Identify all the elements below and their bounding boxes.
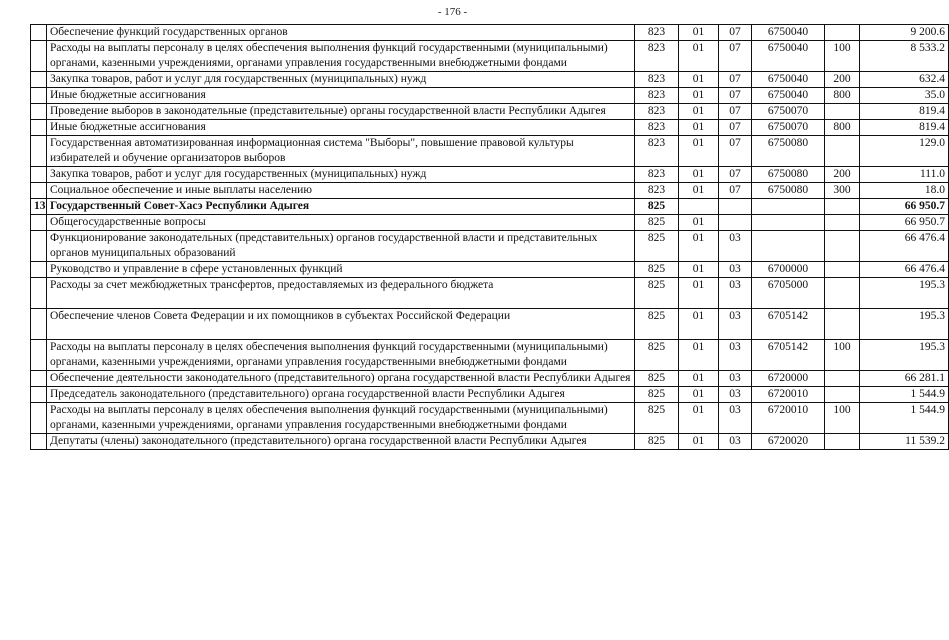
subsection-code (719, 199, 752, 215)
row-name: Иные бюджетные ассигнования (47, 88, 635, 104)
expense-type-code: 800 (825, 88, 860, 104)
amount: 819.4 (860, 120, 949, 136)
target-article-code: 6750040 (752, 41, 825, 72)
row-number (31, 72, 47, 88)
subsection-code: 07 (719, 88, 752, 104)
subsection-code: 03 (719, 309, 752, 340)
grbs-code: 825 (635, 434, 679, 450)
amount: 195.3 (860, 309, 949, 340)
section-code: 01 (679, 167, 719, 183)
expense-type-code (825, 278, 860, 309)
table-row (31, 434, 949, 450)
expense-type-code (825, 199, 860, 215)
row-name: Расходы на выплаты персоналу в целях обеспечения выполнения функций государственными (муниципальными) органами, казенными учреждениями, органами управления государственными внебюджетными фондами (47, 340, 635, 371)
section-code: 01 (679, 371, 719, 387)
section-code: 01 (679, 278, 719, 309)
table-row (31, 309, 949, 340)
target-article-code: 6750070 (752, 104, 825, 120)
row-number (31, 183, 47, 199)
row-number (31, 231, 47, 262)
expense-type-code (825, 371, 860, 387)
target-article-code (752, 215, 825, 231)
table-row (31, 136, 949, 167)
grbs-code: 823 (635, 25, 679, 41)
row-number (31, 215, 47, 231)
expense-type-code (825, 25, 860, 41)
table-row (31, 104, 949, 120)
row-name: Расходы на выплаты персоналу в целях обеспечения выполнения функций государственными (муниципальными) органами, казенными учреждениями, органами управления государственными внебюджетными фондами (47, 403, 635, 434)
row-name: Депутаты (члены) законодательного (представительного) органа государственной власти Республики Адыгея (47, 434, 635, 450)
section-code: 01 (679, 403, 719, 434)
row-name: Общегосударственные вопросы (47, 215, 635, 231)
section-code: 01 (679, 104, 719, 120)
table-row (31, 41, 949, 72)
section-code: 01 (679, 387, 719, 403)
row-number (31, 309, 47, 340)
amount: 1 544.9 (860, 403, 949, 434)
row-number (31, 278, 47, 309)
table-row (31, 387, 949, 403)
row-number (31, 340, 47, 371)
expense-type-code: 800 (825, 120, 860, 136)
expense-type-code (825, 309, 860, 340)
expense-type-code: 100 (825, 403, 860, 434)
section-code: 01 (679, 434, 719, 450)
target-article-code: 6720000 (752, 371, 825, 387)
subsection-code: 07 (719, 136, 752, 167)
subsection-code: 07 (719, 120, 752, 136)
target-article-code (752, 231, 825, 262)
target-article-code: 6705142 (752, 340, 825, 371)
subsection-code: 03 (719, 387, 752, 403)
row-name: Проведение выборов в законодательные (представительные) органы государственной власти Республики Адыгея (47, 104, 635, 120)
section-code: 01 (679, 262, 719, 278)
grbs-code: 825 (635, 199, 679, 215)
subsection-code: 03 (719, 434, 752, 450)
grbs-code: 825 (635, 262, 679, 278)
row-name: Функционирование законодательных (представительных) органов государственной власти и представительных органов муниципальных образований (47, 231, 635, 262)
expense-type-code: 200 (825, 72, 860, 88)
amount: 66 476.4 (860, 262, 949, 278)
target-article-code: 6750040 (752, 88, 825, 104)
target-article-code: 6700000 (752, 262, 825, 278)
grbs-code: 825 (635, 340, 679, 371)
row-number (31, 41, 47, 72)
target-article-code: 6720020 (752, 434, 825, 450)
section-code: 01 (679, 25, 719, 41)
target-article-code: 6750080 (752, 183, 825, 199)
subsection-code: 03 (719, 231, 752, 262)
row-name: Государственная автоматизированная информационная система "Выборы", повышение правовой культуры избирателей и обучение организаторов выборов (47, 136, 635, 167)
amount: 8 533.2 (860, 41, 949, 72)
row-number (31, 434, 47, 450)
budget-table (30, 24, 949, 450)
target-article-code: 6750040 (752, 25, 825, 41)
table-row (31, 25, 949, 41)
expense-type-code (825, 387, 860, 403)
grbs-code: 825 (635, 387, 679, 403)
table-row (31, 215, 949, 231)
subsection-code: 07 (719, 25, 752, 41)
target-article-code: 6750040 (752, 72, 825, 88)
table-row (31, 120, 949, 136)
expense-type-code (825, 262, 860, 278)
table-row (31, 262, 949, 278)
section-code: 01 (679, 136, 719, 167)
grbs-code: 825 (635, 231, 679, 262)
expense-type-code: 100 (825, 41, 860, 72)
target-article-code: 6720010 (752, 387, 825, 403)
row-number: 13 (31, 199, 47, 215)
grbs-code: 823 (635, 104, 679, 120)
subsection-code: 03 (719, 371, 752, 387)
row-name: Социальное обеспечение и иные выплаты населению (47, 183, 635, 199)
subsection-code: 07 (719, 183, 752, 199)
expense-type-code: 100 (825, 340, 860, 371)
section-code: 01 (679, 231, 719, 262)
subsection-code: 07 (719, 72, 752, 88)
grbs-code: 823 (635, 136, 679, 167)
section-code: 01 (679, 120, 719, 136)
target-article-code: 6750080 (752, 136, 825, 167)
grbs-code: 823 (635, 183, 679, 199)
table-row (31, 88, 949, 104)
row-number (31, 167, 47, 183)
section-code: 01 (679, 340, 719, 371)
subsection-code (719, 215, 752, 231)
grbs-code: 825 (635, 309, 679, 340)
subsection-code: 03 (719, 403, 752, 434)
expense-type-code: 200 (825, 167, 860, 183)
row-number (31, 25, 47, 41)
expense-type-code: 300 (825, 183, 860, 199)
table-row (31, 72, 949, 88)
row-name: Государственный Совет-Хасэ Республики Адыгея (47, 199, 635, 215)
row-number (31, 387, 47, 403)
section-code: 01 (679, 309, 719, 340)
expense-type-code (825, 231, 860, 262)
row-number (31, 120, 47, 136)
row-name: Обеспечение членов Совета Федерации и их помощников в субъектах Российской Федерации (47, 309, 635, 340)
target-article-code: 6750080 (752, 167, 825, 183)
table-row (31, 231, 949, 262)
amount: 11 539.2 (860, 434, 949, 450)
section-code (679, 199, 719, 215)
target-article-code: 6750070 (752, 120, 825, 136)
target-article-code: 6720010 (752, 403, 825, 434)
table-row (31, 340, 949, 371)
table-row (31, 371, 949, 387)
table-row (31, 183, 949, 199)
amount: 195.3 (860, 340, 949, 371)
table-row (31, 403, 949, 434)
amount: 35.0 (860, 88, 949, 104)
row-name: Обеспечение деятельности законодательного (представительного) органа государственной власти Республики Адыгея (47, 371, 635, 387)
grbs-code: 825 (635, 371, 679, 387)
row-name: Руководство и управление в сфере установленных функций (47, 262, 635, 278)
table-body (31, 25, 949, 450)
amount: 66 476.4 (860, 231, 949, 262)
subsection-code: 07 (719, 104, 752, 120)
row-name: Иные бюджетные ассигнования (47, 120, 635, 136)
grbs-code: 823 (635, 120, 679, 136)
row-name: Расходы на выплаты персоналу в целях обеспечения выполнения функций государственными (муниципальными) органами, казенными учреждениями, органами управления государственными внебюджетными фондами (47, 41, 635, 72)
page-number: - 176 - (437, 6, 468, 18)
amount: 1 544.9 (860, 387, 949, 403)
grbs-code: 825 (635, 278, 679, 309)
amount: 66 281.1 (860, 371, 949, 387)
amount: 129.0 (860, 136, 949, 167)
row-name: Расходы за счет межбюджетных трансфертов, предоставляемых из федерального бюджета (47, 278, 635, 309)
row-number (31, 262, 47, 278)
target-article-code: 6705142 (752, 309, 825, 340)
expense-type-code (825, 434, 860, 450)
grbs-code: 825 (635, 403, 679, 434)
grbs-code: 823 (635, 41, 679, 72)
amount: 66 950.7 (860, 199, 949, 215)
row-number (31, 136, 47, 167)
section-code: 01 (679, 215, 719, 231)
section-code: 01 (679, 41, 719, 72)
row-number (31, 104, 47, 120)
amount: 195.3 (860, 278, 949, 309)
table-row (31, 278, 949, 309)
amount: 111.0 (860, 167, 949, 183)
grbs-code: 825 (635, 215, 679, 231)
grbs-code: 823 (635, 167, 679, 183)
row-number (31, 371, 47, 387)
grbs-code: 823 (635, 72, 679, 88)
subsection-code: 03 (719, 340, 752, 371)
row-name: Обеспечение функций государственных органов (47, 25, 635, 41)
amount: 632.4 (860, 72, 949, 88)
amount: 18.0 (860, 183, 949, 199)
subsection-code: 07 (719, 41, 752, 72)
section-code: 01 (679, 183, 719, 199)
subsection-code: 07 (719, 167, 752, 183)
grbs-code: 823 (635, 88, 679, 104)
expense-type-code (825, 104, 860, 120)
row-number (31, 88, 47, 104)
amount: 66 950.7 (860, 215, 949, 231)
table-row (31, 167, 949, 183)
subsection-code: 03 (719, 278, 752, 309)
target-article-code (752, 199, 825, 215)
amount: 819.4 (860, 104, 949, 120)
row-name: Закупка товаров, работ и услуг для государственных (муниципальных) нужд (47, 167, 635, 183)
expense-type-code (825, 136, 860, 167)
target-article-code: 6705000 (752, 278, 825, 309)
section-code: 01 (679, 88, 719, 104)
row-number (31, 403, 47, 434)
amount: 9 200.6 (860, 25, 949, 41)
expense-type-code (825, 215, 860, 231)
row-name: Закупка товаров, работ и услуг для государственных (муниципальных) нужд (47, 72, 635, 88)
table-row (31, 199, 949, 215)
subsection-code: 03 (719, 262, 752, 278)
row-name: Председатель законодательного (представительного) органа государственной власти Республики Адыгея (47, 387, 635, 403)
section-code: 01 (679, 72, 719, 88)
